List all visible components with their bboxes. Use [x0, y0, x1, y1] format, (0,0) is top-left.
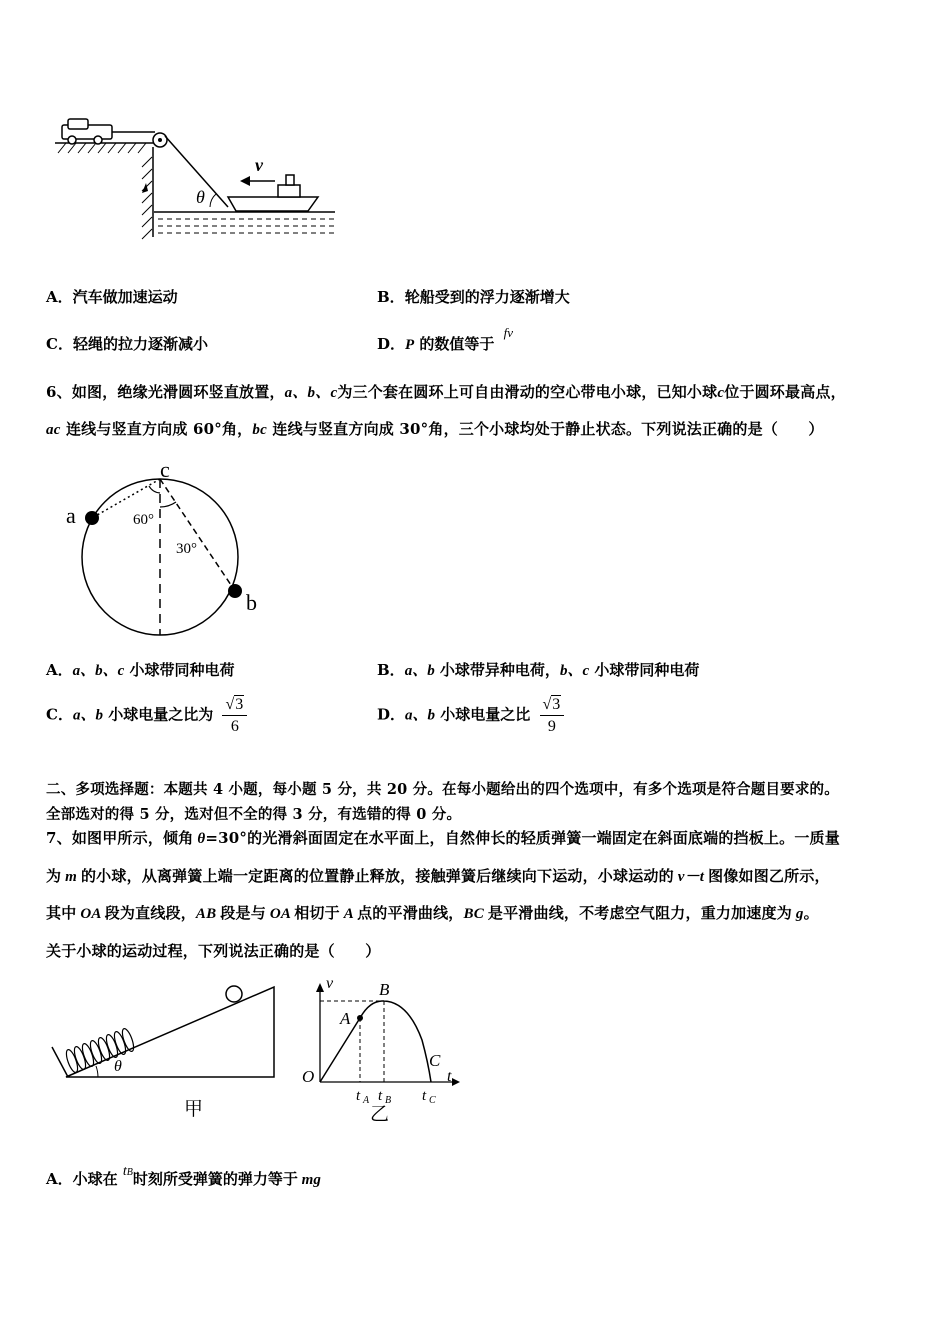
ball-icon: [226, 986, 242, 1002]
fraction-sqrt3-over-9: $\frac{√3}{9}$: [540, 696, 565, 735]
q5-option-c: C．轻绳的拉力逐渐减小: [46, 335, 208, 353]
section2-heading-line2: 全部选对的得 5 分，选对但不全的得 3 分，有选错的得 0 分。: [46, 806, 462, 823]
q5-option-a: A．汽车做加速运动: [46, 288, 178, 306]
svg-text:B: B: [385, 1095, 392, 1106]
svg-text:A: A: [363, 1095, 370, 1106]
svg-text:C: C: [429, 1095, 436, 1106]
svg-text:θ: θ: [196, 187, 205, 207]
svg-text:θ: θ: [114, 1058, 122, 1075]
svg-text:O: O: [302, 1067, 315, 1086]
q7-stem-line4: 关于小球的运动过程，下列说法正确的是（ ）: [46, 942, 381, 960]
car-icon: [62, 119, 112, 144]
section2-heading-line1: 二、多项选择题：本题共 4 小题，每小题 5 分，共 20 分。在每小题给出的四个选项中，有多个选项是符合题目要求的。: [46, 781, 839, 798]
svg-text:C: C: [429, 1051, 441, 1070]
svg-text:v: v: [326, 975, 334, 992]
fv-formula: fv: [503, 325, 514, 340]
q5-car-boat-figure: [50, 115, 340, 250]
q7-stem-line2: 为 m 的小球，从离弹簧上端一定距离的位置静止释放，接触弹簧后继续向下运动，小球运动的 v－t 图像如图乙所示，: [46, 867, 830, 885]
q6-option-b: B．a、b 小球带异种电荷，b、c 小球带同种电荷: [377, 661, 700, 679]
svg-text:t: t: [447, 1068, 452, 1085]
svg-text:t: t: [422, 1088, 427, 1104]
q6-option-d: D．a、b 小球电量之比 $\frac{√3}{9}$: [377, 696, 564, 735]
svg-text:甲: 甲: [184, 1099, 204, 1120]
svg-text:v: v: [255, 155, 263, 175]
q7-stem-line3: 其中 OA 段为直线段，AB 段是与 OA 相切于 A 点的平滑曲线，BC 是平滑曲线，不考虑空气阻力，重力加速度为 g。: [46, 904, 819, 922]
svg-text:t: t: [378, 1088, 383, 1104]
q6-stem-line1: 6、如图，绝缘光滑圆环竖直放置，a、b、c为三个套在圆环上可自由滑动的空心带电小球，已知小球c位于圆环最高点，: [46, 383, 846, 401]
q6-stem-line2: ac 连线与竖直方向成 60°角，bc 连线与竖直方向成 30°角，三个小球均处于静止状态。下列说法正确的是（ ）: [46, 420, 824, 438]
svg-text:B: B: [379, 980, 390, 999]
spring-icon: [64, 1027, 136, 1073]
fraction-sqrt3-over-6: $\frac{√3}{6}$: [222, 696, 247, 735]
q5-option-b: B．轮船受到的浮力逐渐增大: [377, 288, 570, 306]
svg-text:60°: 60°: [133, 512, 154, 528]
q6-option-a: A．a、b、c 小球带同种电荷: [46, 661, 235, 679]
q5-option-d: D．P 的数值等于 fv: [377, 325, 514, 353]
tb-symbol: tB: [122, 1164, 133, 1179]
svg-text:c: c: [160, 457, 170, 482]
q7-stem-line1: 7、如图甲所示，倾角 θ=30°的光滑斜面固定在水平面上，自然伸长的轻质弹簧一端固定在斜面底端的挡板上。一质量: [46, 829, 840, 847]
q7-vt-graph: [298, 970, 473, 1125]
svg-text:30°: 30°: [176, 541, 197, 557]
svg-text:乙: 乙: [370, 1104, 390, 1125]
q6-option-c: C．a、b 小球电量之比为 $\frac{√3}{6}$: [46, 696, 247, 735]
svg-text:t: t: [356, 1088, 361, 1104]
svg-text:A: A: [340, 1009, 351, 1028]
svg-text:b: b: [246, 590, 257, 615]
q6-ring-figure: [60, 455, 275, 640]
q7-option-a: A．小球在 tB时刻所受弹簧的弹力等于 mg: [46, 1168, 321, 1189]
q7-incline-figure: [48, 975, 283, 1125]
svg-text:a: a: [66, 503, 76, 528]
